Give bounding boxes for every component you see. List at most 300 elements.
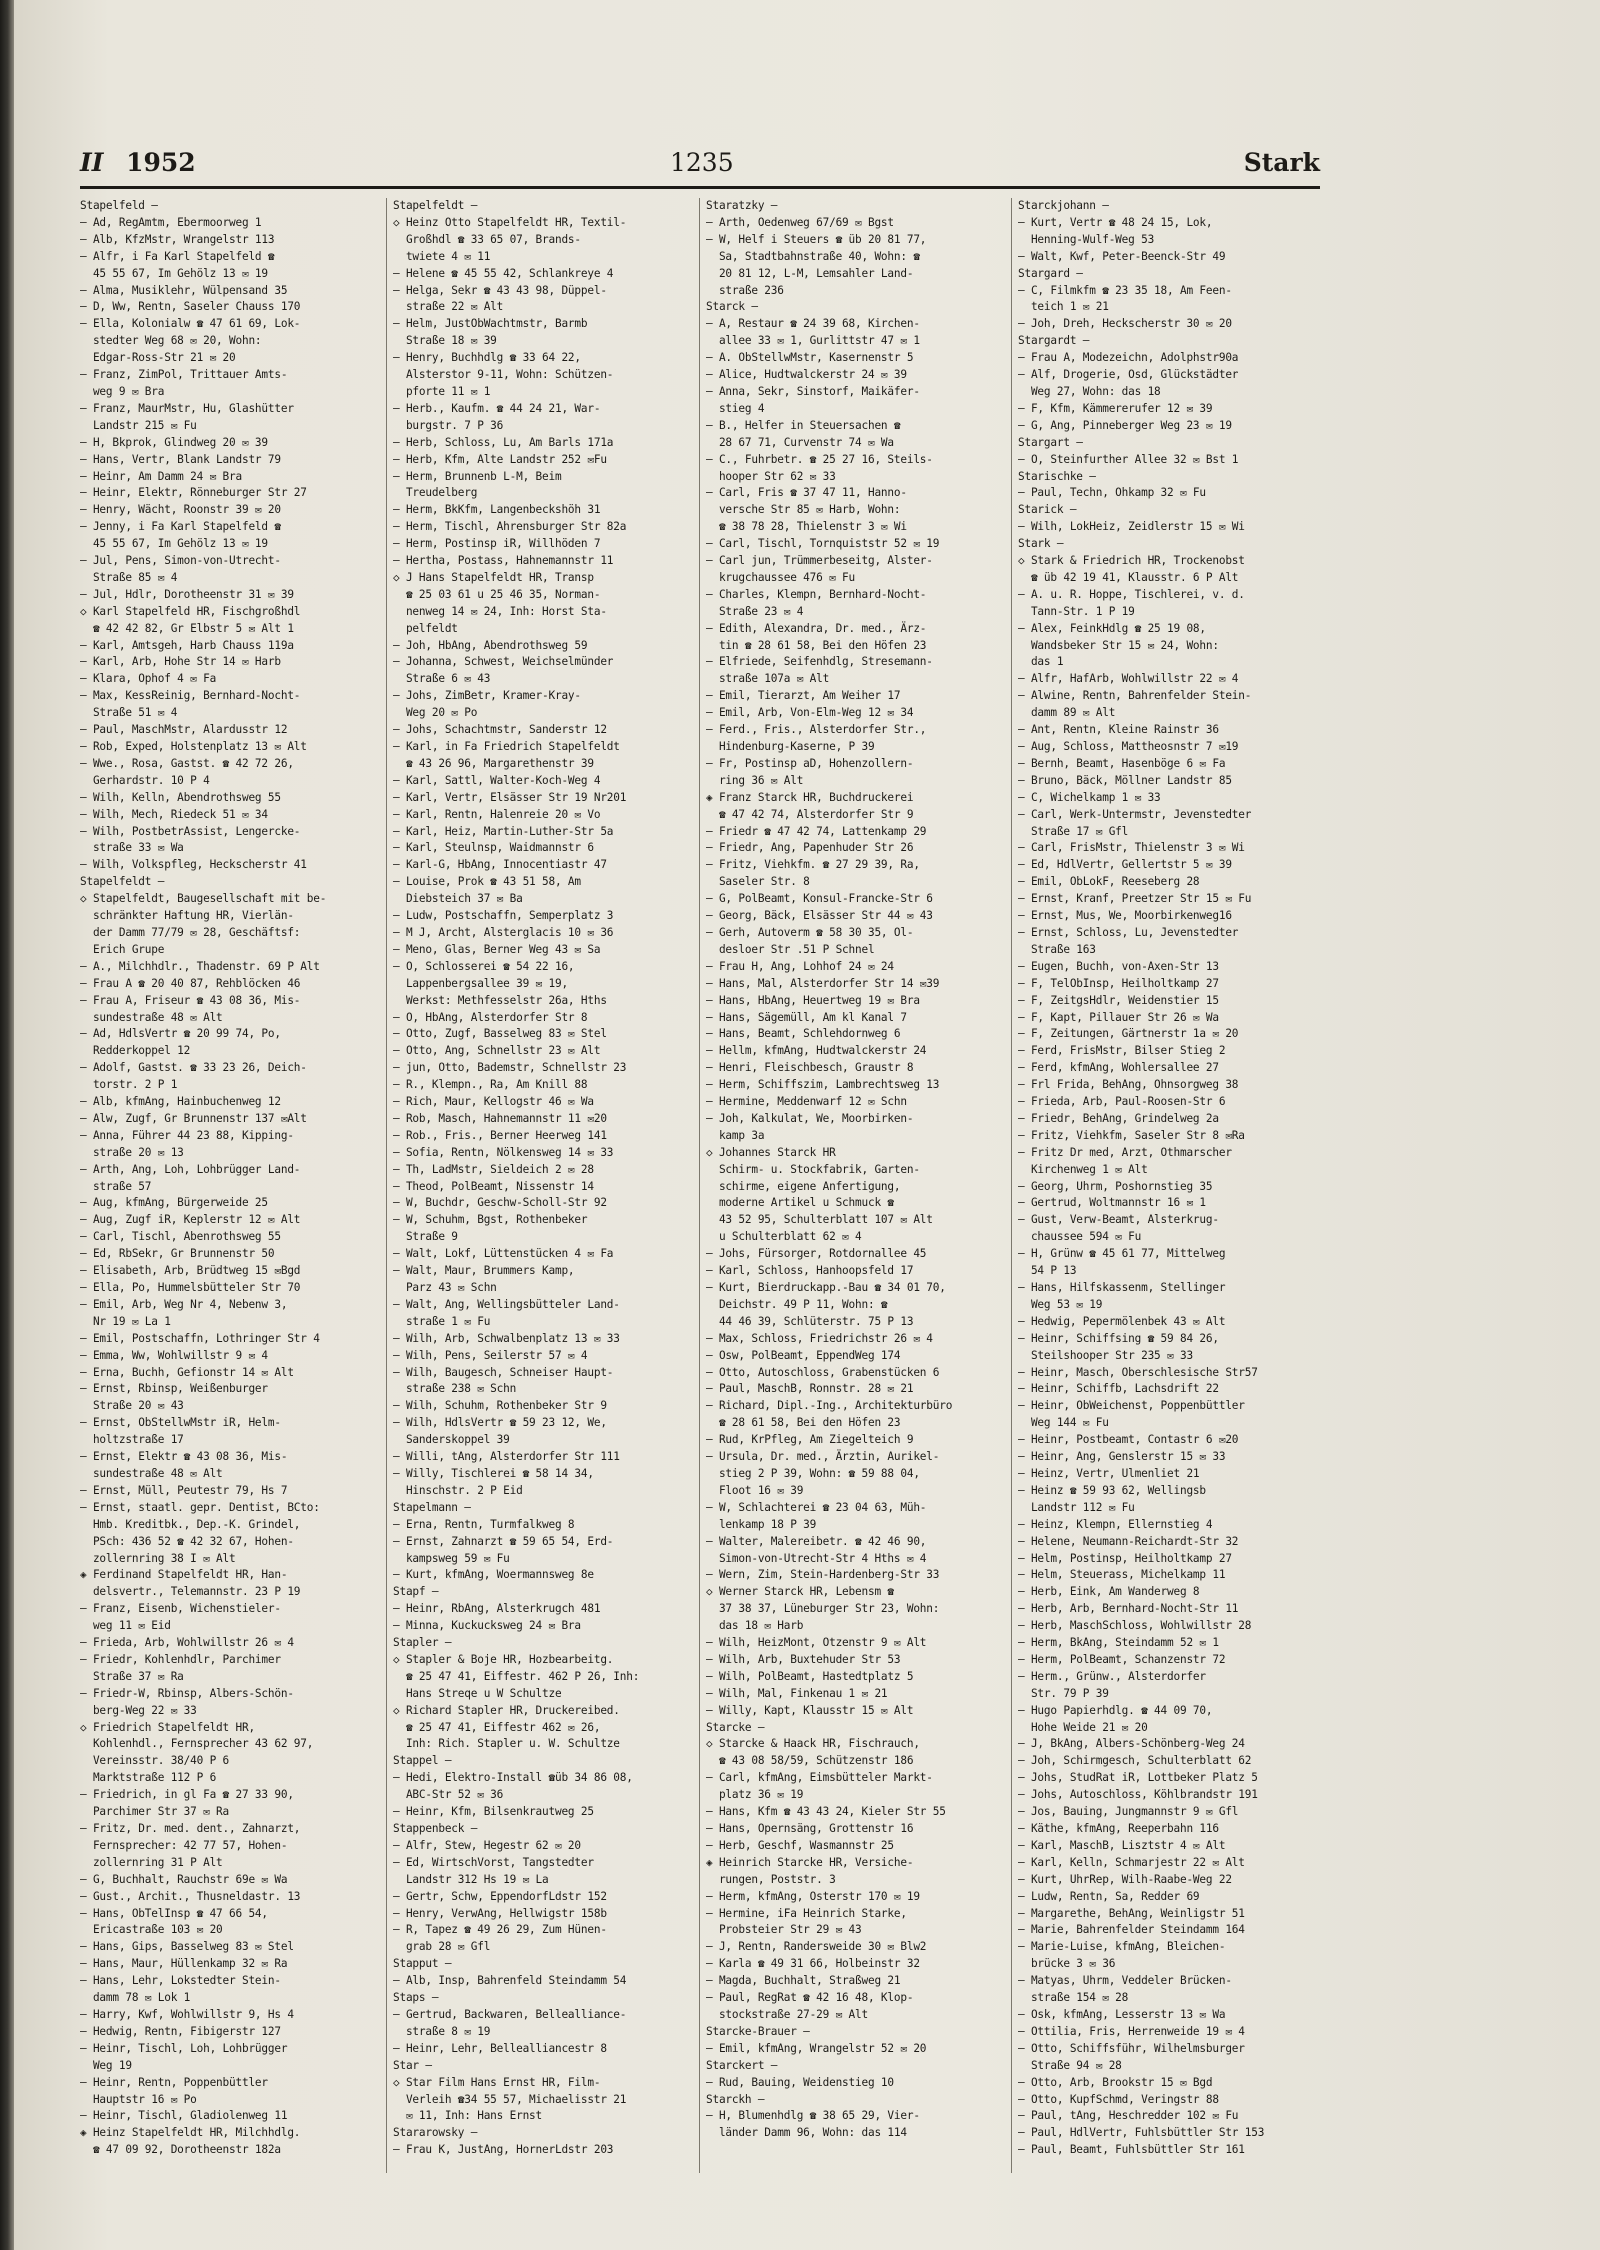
directory-entry-line: — G, PolBeamt, Konsul-Francke-Str 6 xyxy=(706,892,933,906)
directory-entry-line: Stappel — xyxy=(393,1754,452,1768)
directory-entry-line: ☎ 47 09 92, Dorotheenstr 182a xyxy=(80,2143,281,2157)
directory-entry-line: der Damm 77/79 ✉ 28, Geschäftsf: xyxy=(80,925,301,939)
directory-entry-line: twiete 4 ✉ 11 xyxy=(393,249,491,263)
directory-entry-line: Landstr 112 ✉ Fu xyxy=(1018,1500,1135,1514)
directory-entry-line: — Otto, Arb, Brookstr 15 ✉ Bgd xyxy=(1018,2075,1213,2089)
directory-entry-line: Kirchenweg 1 ✉ Alt xyxy=(1018,1162,1148,1176)
directory-entry-line: — Ferd, FrisMstr, Bilser Stieg 2 xyxy=(1018,1044,1226,1058)
directory-entry-line: ◇ Richard Stapler HR, Druckereibed. xyxy=(393,1703,620,1717)
directory-entry-line: Starckjohann — xyxy=(1018,199,1109,212)
directory-entry-line: — Hans, Mal, Alsterdorfer Str 14 ✉39 xyxy=(706,976,940,990)
directory-entry-line: — Ad, HdlsVertr ☎ 20 99 74, Po, xyxy=(80,1027,281,1041)
directory-entry-line: — Johs, StudRat iR, Lottbeker Platz 5 xyxy=(1018,1771,1258,1785)
directory-entry-line: ☎ 43 08 58/59, Schützenstr 186 xyxy=(706,1754,914,1768)
directory-entry-line: — Aug, Zugf iR, Keplerstr 12 ✉ Alt xyxy=(80,1213,301,1227)
directory-entry-line: — Th, LadMstr, Sieldeich 2 ✉ 28 xyxy=(393,1162,594,1176)
directory-entry-line: Sanderskoppel 39 xyxy=(393,1433,510,1447)
directory-entry-line: — Henry, Wächt, Roonstr 39 ✉ 20 xyxy=(80,503,281,517)
directory-entry-line: — Hans, Sägemüll, Am kl Kanal 7 xyxy=(706,1010,907,1024)
directory-entry-line: Redderkoppel 12 xyxy=(80,1044,191,1058)
directory-entry-line: straße 8 ✉ 19 xyxy=(393,2024,491,2038)
directory-entry-line: — O, Schlosserei ☎ 54 22 16, xyxy=(393,959,575,973)
directory-entry-line: ☎ 25 47 41, Eiffestr. 462 P 26, Inh: xyxy=(393,1669,640,1683)
directory-entry-line: ◇ Karl Stapelfeld HR, Fischgroßhdl xyxy=(80,604,301,618)
directory-entry-line: Verleih ☎34 55 57, Michaelisstr 21 xyxy=(393,2092,627,2106)
directory-entry-line: — Heinr, Ang, Genslerstr 15 ✉ 33 xyxy=(1018,1450,1226,1464)
directory-entry-line: — Ella, Po, Hummelsbütteler Str 70 xyxy=(80,1281,301,1294)
directory-entry-line: — Joh, Schirmgesch, Schulterblatt 62 xyxy=(1018,1754,1252,1768)
directory-entry-line: — Hans, Hilfskassenm, Stellinger xyxy=(1018,1281,1226,1294)
directory-entry-line: — Ottilia, Fris, Herrenweide 19 ✉ 4 xyxy=(1018,2024,1245,2038)
directory-entry-line: — Louise, Prok ☎ 43 51 58, Am xyxy=(393,875,581,889)
directory-entry-line: ◇ Starcke & Haack HR, Fischrauch, xyxy=(706,1737,920,1751)
directory-entry-line: straße 107a ✉ Alt xyxy=(706,672,830,686)
directory-entry-line: — Wilh, Volkspfleg, Heckscherstr 41 xyxy=(80,858,307,872)
directory-entry-line: straße 154 ✉ 28 xyxy=(1018,1991,1129,2005)
directory-entry-line: — Wilh, Mech, Riedeck 51 ✉ 34 xyxy=(80,807,268,821)
directory-entry-line: — O, Steinfurther Allee 32 ✉ Bst 1 xyxy=(1018,452,1239,466)
directory-entry-line: ☎ 25 03 61 u 25 46 35, Norman- xyxy=(393,587,601,601)
directory-entry-line: desloer Str .51 P Schnel xyxy=(706,942,875,956)
directory-entry-line: — Ferd., Fris., Alsterdorfer Str., xyxy=(706,723,927,737)
directory-entry-line: — Karl, Steulnsp, Waidmannstr 6 xyxy=(393,841,594,855)
directory-entry-line: Sa, Stadtbahnstraße 40, Wohn: ☎ xyxy=(706,249,920,263)
directory-entry-line: Hinschstr. 2 P Eid xyxy=(393,1483,523,1497)
directory-entry-line: ◇ Johannes Starck HR xyxy=(706,1145,836,1159)
directory-entry-line: straße 238 ✉ Schn xyxy=(393,1382,517,1396)
directory-entry-line: — Helene, Neumann-Reichardt-Str 32 xyxy=(1018,1534,1239,1548)
directory-entry-line: ◈ Heinrich Starcke HR, Versiche- xyxy=(706,1855,914,1869)
directory-entry-line: — Ant, Rentn, Kleine Rainstr 36 xyxy=(1018,723,1219,737)
directory-entry-line: ◇ Star Film Hans Ernst HR, Film- xyxy=(393,2075,601,2089)
directory-entry-line: Großhdl ☎ 33 65 07, Brands- xyxy=(393,232,581,246)
directory-entry-line: — F, ZeitgsHdlr, Weidenstier 15 xyxy=(1018,993,1219,1007)
directory-entry-line: — Frau A, Friseur ☎ 43 08 36, Mis- xyxy=(80,993,301,1007)
directory-entry-line: Diebsteich 37 ✉ Ba xyxy=(393,892,523,906)
directory-entry-line: 44 46 39, Schlüterstr. 75 P 13 xyxy=(706,1314,914,1328)
directory-entry-line: chaussee 594 ✉ Fu xyxy=(1018,1230,1142,1244)
directory-entry-line: — Ursula, Dr. med., Ärztin, Aurikel- xyxy=(706,1450,940,1464)
directory-entry-line: zollernring 38 I ✉ Alt xyxy=(80,1551,236,1565)
directory-entry-line: Probsteier Str 29 ✉ 43 xyxy=(706,1923,862,1937)
directory-entry-line: Stapelmann — xyxy=(393,1500,471,1514)
directory-entry-line: — M J, Archt, Alsterglacis 10 ✉ 36 xyxy=(393,925,614,939)
directory-entry-line: — Hellm, kfmAng, Hudtwalckerstr 24 xyxy=(706,1044,927,1058)
directory-entry-line: — Herm., Grünw., Alsterdorfer xyxy=(1018,1669,1206,1683)
directory-entry-line: Weg 53 ✉ 19 xyxy=(1018,1297,1103,1311)
directory-entry-line: Landstr 312 Hs 19 ✉ La xyxy=(393,1872,549,1886)
directory-entry-line: ABC-Str 52 ✉ 36 xyxy=(393,1788,504,1802)
directory-entry-line: — Friedr, Kohlenhdlr, Parchimer xyxy=(80,1652,281,1666)
directory-entry-line: ◇ Stapelfeldt, Baugesellschaft mit be- xyxy=(80,892,327,906)
directory-entry-line: — Alf, Drogerie, Osd, Glückstädter xyxy=(1018,368,1239,382)
column-2 xyxy=(393,198,683,2178)
directory-entry-line: — Herb, Eink, Am Wanderweg 8 xyxy=(1018,1585,1200,1599)
directory-entry-line: — Fritz, Dr. med. dent., Zahnarzt, xyxy=(80,1822,301,1835)
directory-entry-line: — Frau A ☎ 20 40 87, Rehblöcken 46 xyxy=(80,976,301,990)
directory-entry-line: — Walt, Lokf, Lüttenstücken 4 ✉ Fa xyxy=(393,1247,614,1261)
directory-entry-line: Werkst: Methfesselstr 26a, Hths xyxy=(393,993,607,1007)
directory-entry-line: — Frieda, Arb, Paul-Roosen-Str 6 xyxy=(1018,1095,1226,1109)
directory-entry-line: — Johs, ZimBetr, Kramer-Kray- xyxy=(393,689,581,703)
directory-entry-line: — Wilh, Schuhm, Rothenbeker Str 9 xyxy=(393,1399,607,1413)
directory-entry-line: — Herb, Schloss, Lu, Am Barls 171a xyxy=(393,435,614,449)
directory-entry-line: — Frl Frida, BehAng, Ohnsorgweg 38 xyxy=(1018,1078,1239,1092)
directory-entry-line: damm 78 ✉ Lok 1 xyxy=(80,1991,191,2005)
directory-entry-line: Landstr 215 ✉ Fu xyxy=(80,418,197,432)
directory-entry-line: — Osk, kfmAng, Lesserstr 13 ✉ Wa xyxy=(1018,2007,1226,2021)
directory-entry-line: — Wilh, Pens, Seilerstr 57 ✉ 4 xyxy=(393,1348,588,1362)
directory-entry-line: — Ernst, Kranf, Preetzer Str 15 ✉ Fu xyxy=(1018,892,1252,906)
directory-entry-line: — Henry, Buchhdlg ☎ 33 64 22, xyxy=(393,351,581,365)
directory-entry-line: — Carl, Fris ☎ 37 47 11, Hanno- xyxy=(706,486,907,500)
directory-entry-line: — Ad, RegAmtm, Ebermoorweg 1 xyxy=(80,215,262,229)
directory-entry-line: weg 9 ✉ Bra xyxy=(80,384,165,398)
directory-entry-line: — Wilh, LokHeiz, Zeidlerstr 15 ✉ Wi xyxy=(1018,520,1245,534)
directory-entry-line: ☎ 25 47 41, Eiffestr 462 ✉ 26, xyxy=(393,1720,601,1734)
directory-entry-line: — Margarethe, BehAng, Weinligstr 51 xyxy=(1018,1906,1245,1920)
directory-entry-line: 28 67 71, Curvenstr 74 ✉ Wa xyxy=(706,435,894,449)
column-4 xyxy=(1018,198,1320,2178)
directory-entry-line: — Wilh, Mal, Finkenau 1 ✉ 21 xyxy=(706,1686,888,1700)
directory-entry-line: Straße 20 ✉ 43 xyxy=(80,1399,184,1413)
directory-entry-line: — A., Milchhdlr., Thadenstr. 69 P Alt xyxy=(80,959,320,973)
directory-entry-line: — Hans, Kfm ☎ 43 43 24, Kieler Str 55 xyxy=(706,1805,946,1819)
directory-entry-line: Starcke-Brauer — xyxy=(706,2024,810,2038)
directory-entry-line: — F, Zeitungen, Gärtnerstr 1a ✉ 20 xyxy=(1018,1027,1239,1041)
directory-entry-line: Straße 9 xyxy=(393,1230,458,1244)
year: 1952 xyxy=(126,148,196,177)
directory-entry-line: — Ernst, ObStellwMstr iR, Helm- xyxy=(80,1416,281,1430)
directory-entry-line: — Alb, kfmAng, Hainbuchenweg 12 xyxy=(80,1095,281,1109)
directory-entry-line: — Karl, MaschB, Lisztstr 4 ✉ Alt xyxy=(1018,1838,1226,1852)
directory-entry-line: — Paul, tAng, Heschredder 102 ✉ Fu xyxy=(1018,2109,1239,2123)
directory-entry-line: ◈ Heinz Stapelfeldt HR, Milchhdlg. xyxy=(80,2126,301,2140)
directory-entry-line: — Wilh, HdlsVertr ☎ 59 23 12, We, xyxy=(393,1416,607,1430)
directory-entry-line: Henning-Wulf-Weg 53 xyxy=(1018,232,1155,246)
directory-entry-line: — Ernst, Schloss, Lu, Jevenstedter xyxy=(1018,925,1239,939)
directory-entry-line: Straße 85 ✉ 4 xyxy=(80,570,178,584)
directory-entry-line: — Franz, ZimPol, Trittauer Amts- xyxy=(80,368,288,382)
directory-entry-line: — Matyas, Uhrm, Veddeler Brücken- xyxy=(1018,1974,1232,1988)
directory-entry-line: Straße 18 ✉ 39 xyxy=(393,334,497,348)
directory-entry-line: Steilshooper Str 235 ✉ 33 xyxy=(1018,1348,1193,1362)
directory-entry-line: — O, HbAng, Alsterdorfer Str 8 xyxy=(393,1010,588,1024)
column-1 xyxy=(80,198,370,2178)
directory-entry-line: straße 33 ✉ Wa xyxy=(80,841,184,855)
directory-entry-line: — Wern, Zim, Stein-Hardenberg-Str 33 xyxy=(706,1568,940,1582)
directory-entry-line: Starckert — xyxy=(706,2058,778,2072)
directory-entry-line: — Alice, Hudtwalckerstr 24 ✉ 39 xyxy=(706,368,907,382)
directory-entry-line: — Karl, Kelln, Schmarjestr 22 ✉ Alt xyxy=(1018,1855,1245,1869)
directory-entry-line: — Herm, Tischl, Ahrensburger Str 82a xyxy=(393,520,627,534)
directory-entry-line: Weg 27, Wohn: das 18 xyxy=(1018,384,1161,398)
directory-entry-line: ◈ Ferdinand Stapelfeldt HR, Han- xyxy=(80,1568,288,1582)
directory-entry-line: versche Str 85 ✉ Harb, Wohn: xyxy=(706,503,901,517)
directory-entry-line: — Wwe., Rosa, Gastst. ☎ 42 72 26, xyxy=(80,756,294,770)
directory-entry-line: stieg 2 P 39, Wohn: ☎ 59 88 04, xyxy=(706,1466,920,1480)
directory-entry-line: — Emma, Ww, Wohlwillstr 9 ✉ 4 xyxy=(80,1348,268,1362)
directory-entry-line: — Jul, Pens, Simon-von-Utrecht- xyxy=(80,554,281,568)
directory-entry-line: brücke 3 ✉ 36 xyxy=(1018,1957,1116,1971)
directory-entry-line: — Franz, MaurMstr, Hu, Glashütter xyxy=(80,401,294,415)
directory-entry-line: — Hans, Opernsäng, Grottenstr 16 xyxy=(706,1822,914,1835)
directory-entry-line: 43 52 95, Schulterblatt 107 ✉ Alt xyxy=(706,1213,933,1227)
directory-entry-line: — Frau H, Ang, Lohhof 24 ✉ 24 xyxy=(706,959,894,973)
directory-entry-line: — Rich, Maur, Kellogstr 46 ✉ Wa xyxy=(393,1095,594,1109)
directory-entry-line: — Walt, Maur, Brummers Kamp, xyxy=(393,1264,575,1278)
directory-entry-line: — W, Schuhm, Bgst, Rothenbeker xyxy=(393,1213,588,1227)
directory-entry-line: Stark — xyxy=(1018,537,1064,551)
directory-entry-line: — R, Tapez ☎ 49 26 29, Zum Hünen- xyxy=(393,1923,607,1937)
directory-entry-line: — Heinr, Elektr, Rönneburger Str 27 xyxy=(80,486,307,500)
directory-entry-line: — Hans, Gips, Basselweg 83 ✉ Stel xyxy=(80,1940,294,1954)
directory-entry-line: Stappenbeck — xyxy=(393,1822,478,1835)
directory-entry-line: Stapelfeldt — xyxy=(393,199,478,212)
directory-entry-line: — Walter, Malereibetr. ☎ 42 46 90, xyxy=(706,1534,927,1548)
directory-entry-line: — Johs, Autoschloss, Köhlbrandstr 191 xyxy=(1018,1788,1258,1802)
directory-entry-line: zollernring 31 P Alt xyxy=(80,1855,223,1869)
directory-entry-line: — Hans, Beamt, Schlehdornweg 6 xyxy=(706,1027,901,1041)
directory-entry-line: — H, Bkprok, Glindweg 20 ✉ 39 xyxy=(80,435,268,449)
directory-entry-line: ☎ 28 61 58, Bei den Höfen 23 xyxy=(706,1416,901,1430)
directory-entry-line: Parchimer Str 37 ✉ Ra xyxy=(80,1805,230,1819)
directory-entry-line: — B., Helfer in Steuersachen ☎ xyxy=(706,418,901,432)
directory-entry-line: — Heinr, Kfm, Bilsenkrautweg 25 xyxy=(393,1805,594,1819)
directory-entry-line: ☎ 43 26 96, Margarethenstr 39 xyxy=(393,756,594,770)
directory-entry-line: — C, Filmkfm ☎ 23 35 18, Am Feen- xyxy=(1018,283,1232,297)
directory-entry-line: 45 55 67, Im Gehölz 13 ✉ 19 xyxy=(80,537,268,551)
directory-entry-line: — Paul, HdlVertr, Fuhlsbüttler Str 153 xyxy=(1018,2126,1265,2140)
directory-entry-line: — Rob, Masch, Hahnemannstr 11 ✉20 xyxy=(393,1111,607,1125)
directory-entry-line: Starcke — xyxy=(706,1720,765,1734)
directory-entry-line: — Hermine, Meddenwarf 12 ✉ Schn xyxy=(706,1095,907,1109)
directory-entry-line: — Alex, FeinkHdlg ☎ 25 19 08, xyxy=(1018,621,1206,635)
directory-entry-line: Stararowsky — xyxy=(393,2126,478,2140)
directory-entry-line: Wandsbeker Str 15 ✉ 24, Wohn: xyxy=(1018,638,1219,652)
directory-entry-line: — Alma, Musiklehr, Wülpensand 35 xyxy=(80,283,288,297)
directory-entry-line: ☎ üb 42 19 41, Klausstr. 6 P Alt xyxy=(1018,570,1239,584)
directory-entry-line: — Karl, Sattl, Walter-Koch-Weg 4 xyxy=(393,773,601,787)
directory-entry-line: — Wilh, Kelln, Abendrothsweg 55 xyxy=(80,790,281,804)
directory-entry-line: Hohe Weide 21 ✉ 20 xyxy=(1018,1720,1148,1734)
directory-entry-line: — R., Klempn., Ra, Am Knill 88 xyxy=(393,1078,588,1092)
directory-entry-line: Kohlenhdl., Fernsprecher 43 62 97, xyxy=(80,1737,314,1751)
directory-entry-line: — Carl, kfmAng, Eimsbütteler Markt- xyxy=(706,1771,933,1785)
directory-entry-line: — Meno, Glas, Berner Weg 43 ✉ Sa xyxy=(393,942,601,956)
directory-entry-line: Staps — xyxy=(393,1991,439,2005)
directory-entry-line: — J, BkAng, Albers-Schönberg-Weg 24 xyxy=(1018,1737,1245,1751)
directory-entry-line: Str. 79 P 39 xyxy=(1018,1686,1109,1700)
header-rule xyxy=(80,186,1320,189)
directory-entry-line: — Otto, Schiffsführ, Wilhelmsburger xyxy=(1018,2041,1245,2055)
directory-entry-line: berg-Weg 22 ✉ 33 xyxy=(80,1703,197,1717)
directory-entry-line: Edgar-Ross-Str 21 ✉ 20 xyxy=(80,351,236,365)
directory-entry-line: pforte 11 ✉ 1 xyxy=(393,384,491,398)
directory-entry-line: — Herm, Schiffszim, Lambrechtsweg 13 xyxy=(706,1078,940,1092)
directory-entry-line: — Friedr-W, Rbinsp, Albers-Schön- xyxy=(80,1686,294,1700)
directory-entry-line: länder Damm 96, Wohn: das 114 xyxy=(706,2126,907,2140)
directory-entry-line: — J, Rentn, Randersweide 30 ✉ Blw2 xyxy=(706,1940,927,1954)
directory-entry-line: tin ☎ 28 61 58, Bei den Höfen 23 xyxy=(706,638,927,652)
directory-entry-line: Inh: Rich. Stapler u. W. Schultze xyxy=(393,1737,620,1751)
directory-entry-line: — Heinr, Am Damm 24 ✉ Bra xyxy=(80,469,242,483)
directory-entry-line: lenkamp 18 P 39 xyxy=(706,1517,817,1531)
directory-entry-line: — Hans, Vertr, Blank Landstr 79 xyxy=(80,452,281,466)
directory-entry-line: — Marie-Luise, kfmAng, Bleichen- xyxy=(1018,1940,1226,1954)
directory-entry-line: — Gerh, Autoverm ☎ 58 30 35, Ol- xyxy=(706,925,914,939)
directory-entry-line: Stargardt — xyxy=(1018,334,1090,348)
directory-entry-line: — Paul, Techn, Ohkamp 32 ✉ Fu xyxy=(1018,486,1206,500)
directory-entry-line: — Ella, Kolonialw ☎ 47 61 69, Lok- xyxy=(80,317,301,331)
directory-entry-line: — Paul, RegRat ☎ 42 16 48, Klop- xyxy=(706,1991,914,2005)
directory-entry-line: — Helm, JustObWachtmstr, Barmb xyxy=(393,317,588,331)
directory-entry-line: ◇ Stapler & Boje HR, Hozbearbeitg. xyxy=(393,1652,614,1666)
directory-entry-line: — Helm, Postinsp, Heilholtkamp 27 xyxy=(1018,1551,1232,1565)
directory-entry-line: — Herm, BkKfm, Langenbeckshöh 31 xyxy=(393,503,601,517)
directory-entry-line: — Harry, Kwf, Wohlwillstr 9, Hs 4 xyxy=(80,2007,294,2021)
directory-entry-line: — Herb, Kfm, Alte Landstr 252 ✉Fu xyxy=(393,452,607,466)
directory-entry-line: — Otto, KupfSchmd, Veringstr 88 xyxy=(1018,2092,1219,2106)
directory-entry-line: 45 55 67, Im Gehölz 13 ✉ 19 xyxy=(80,266,268,280)
directory-entry-line: — Ernst, Elektr ☎ 43 08 36, Mis- xyxy=(80,1450,288,1464)
directory-entry-line: — W, Buchdr, Geschw-Scholl-Str 92 xyxy=(393,1196,607,1210)
directory-entry-line: — Karl, Schloss, Hanhoopsfeld 17 xyxy=(706,1264,914,1278)
directory-entry-line: — Friedr ☎ 47 42 74, Lattenkamp 29 xyxy=(706,824,927,838)
directory-entry-line: Vereinsstr. 38/40 P 6 xyxy=(80,1754,230,1768)
directory-entry-line: — Alw, Zugf, Gr Brunnenstr 137 ✉Alt xyxy=(80,1111,307,1125)
directory-entry-line: — Friedr, BehAng, Grindelweg 2a xyxy=(1018,1111,1219,1125)
directory-entry-line: — Wilh, Arb, Buxtehuder Str 53 xyxy=(706,1652,901,1666)
directory-entry-line: — Friedrich, in gl Fa ☎ 27 33 90, xyxy=(80,1788,294,1802)
directory-entry-line: — Heinr, RbAng, Alsterkrugch 481 xyxy=(393,1602,601,1616)
directory-entry-line: — Heinr, Tischl, Loh, Lohbrügger xyxy=(80,2041,288,2055)
directory-entry-line: — Heinr, Lehr, Bellealliancestr 8 xyxy=(393,2041,607,2055)
directory-entry-line: Starck — xyxy=(706,300,758,314)
directory-entry-line: Weg 20 ✉ Po xyxy=(393,706,478,720)
directory-entry-line: — Johs, Schachtmstr, Sanderstr 12 xyxy=(393,723,607,737)
directory-entry-line: — Emil, kfmAng, Wrangelstr 52 ✉ 20 xyxy=(706,2041,927,2055)
directory-entry-line: — Karl, Heiz, Martin-Luther-Str 5a xyxy=(393,824,614,838)
directory-entry-line: krugchaussee 476 ✉ Fu xyxy=(706,570,856,584)
directory-entry-line: — Heinr, Postbeamt, Contastr 6 ✉20 xyxy=(1018,1433,1239,1447)
directory-entry-line: — Helene ☎ 45 55 42, Schlankreye 4 xyxy=(393,266,614,280)
directory-entry-line: — Ludw, Rentn, Sa, Redder 69 xyxy=(1018,1889,1200,1903)
directory-entry-line: Starischke — xyxy=(1018,469,1096,483)
directory-entry-line: — D, Ww, Rentn, Saseler Chauss 170 xyxy=(80,300,301,314)
directory-entry-line: — Hans, Lehr, Lokstedter Stein- xyxy=(80,1974,281,1988)
directory-entry-line: allee 33 ✉ 1, Gurlittstr 47 ✉ 1 xyxy=(706,334,920,348)
directory-entry-line: — Henri, Fleischbesch, Graustr 8 xyxy=(706,1061,914,1075)
directory-entry-line: — Karl, Amtsgeh, Harb Chauss 119a xyxy=(80,638,294,652)
directory-entry-line: Ericastraße 103 ✉ 20 xyxy=(80,1923,223,1937)
directory-entry-line: ◇ J Hans Stapelfeldt HR, Transp xyxy=(393,570,594,584)
directory-entry-line: — Joh, HbAng, Abendrothsweg 59 xyxy=(393,638,588,652)
directory-entry-line: — Franz, Eisenb, Wichenstieler- xyxy=(80,1602,281,1616)
directory-entry-line: teich 1 ✉ 21 xyxy=(1018,300,1109,314)
directory-entry-line: — Joh, Dreh, Heckscherstr 30 ✉ 20 xyxy=(1018,317,1232,331)
directory-entry-line: — Otto, Autoschloss, Grabenstücken 6 xyxy=(706,1365,940,1379)
directory-entry-line: stockstraße 27-29 ✉ Alt xyxy=(706,2007,868,2021)
directory-entry-line: — Ernst, Zahnarzt ☎ 59 65 54, Erd- xyxy=(393,1534,614,1548)
directory-entry-line: — Minna, Kuckucksweg 24 ✉ Bra xyxy=(393,1619,581,1633)
directory-entry-line: — Charles, Klempn, Bernhard-Nocht- xyxy=(706,587,927,601)
directory-entry-line: — W, Schlachterei ☎ 23 04 63, Müh- xyxy=(706,1500,927,1514)
directory-entry-line: — Joh, Kalkulat, We, Moorbirken- xyxy=(706,1111,914,1125)
directory-entry-line: — Rob., Fris., Berner Heerweg 141 xyxy=(393,1128,607,1142)
directory-entry-line: — Ed, HdlVertr, Gellertstr 5 ✉ 39 xyxy=(1018,858,1232,872)
directory-entry-line: — Alfr, Stew, Hegestr 62 ✉ 20 xyxy=(393,1838,581,1852)
directory-entry-line: — Paul, MaschB, Ronnstr. 28 ✉ 21 xyxy=(706,1382,914,1396)
directory-entry-line: holtzstraße 17 xyxy=(80,1433,184,1447)
directory-entry-line: — Wilh, HeizMont, Otzenstr 9 ✉ Alt xyxy=(706,1636,927,1650)
directory-entry-line: — Emil, Postschaffn, Lothringer Str 4 xyxy=(80,1331,320,1345)
directory-entry-line: — Otto, Ang, Schnellstr 23 ✉ Alt xyxy=(393,1044,601,1058)
directory-entry-line: — Hugo Papierhdlg. ☎ 44 09 70, xyxy=(1018,1703,1213,1717)
directory-entry-line: — Alfr, i Fa Karl Stapelfeld ☎ xyxy=(80,249,275,263)
directory-entry-line: Marktstraße 112 P 6 xyxy=(80,1771,217,1785)
directory-entry-line: — Johanna, Schwest, Weichselmünder xyxy=(393,655,614,669)
directory-entry-line: — Arth, Ang, Loh, Lohbrügger Land- xyxy=(80,1162,301,1176)
directory-entry-line: — Herm, PolBeamt, Schanzenstr 72 xyxy=(1018,1652,1226,1666)
directory-entry-line: — Fritz, Viehkfm, Saseler Str 8 ✉Ra xyxy=(1018,1128,1245,1142)
directory-entry-line: Straße 17 ✉ Gfl xyxy=(1018,824,1129,838)
directory-entry-line: kamp 3a xyxy=(706,1128,765,1142)
directory-entry-line: Hauptstr 16 ✉ Po xyxy=(80,2092,197,2106)
directory-entry-line: — Ernst, Müll, Peutestr 79, Hs 7 xyxy=(80,1483,288,1497)
directory-entry-line: Parz 43 ✉ Schn xyxy=(393,1281,497,1294)
directory-entry-line: — Hertha, Postass, Hahnemannstr 11 xyxy=(393,554,614,568)
directory-entry-line: Starick — xyxy=(1018,503,1077,517)
directory-entry-line: straße 22 ✉ Alt xyxy=(393,300,504,314)
directory-entry-line: straße 236 xyxy=(706,283,784,297)
directory-entry-line: das 18 ✉ Harb xyxy=(706,1619,804,1633)
directory-entry-line: — Herb., Kaufm. ☎ 44 24 21, War- xyxy=(393,401,601,415)
directory-entry-line: — Willy, Kapt, Klausstr 15 ✉ Alt xyxy=(706,1703,914,1717)
directory-entry-line: — Heinz, Klempn, Ellernstieg 4 xyxy=(1018,1517,1213,1531)
directory-entry-line: — Rud, KrPfleg, Am Ziegelteich 9 xyxy=(706,1433,914,1447)
directory-entry-line: — Elisabeth, Arb, Brüdtweg 15 ✉Bgd xyxy=(80,1264,301,1278)
directory-entry-line: — Heinz ☎ 59 93 62, Wellingsb xyxy=(1018,1483,1206,1497)
directory-entry-line: Straße 37 ✉ Ra xyxy=(80,1669,184,1683)
directory-entry-line: — Max, KessReinig, Bernhard-Nocht- xyxy=(80,689,301,703)
directory-entry-line: — Karl, in Fa Friedrich Stapelfeldt xyxy=(393,740,620,753)
directory-entry-line: — Frieda, Arb, Wohlwillstr 26 ✉ 4 xyxy=(80,1636,294,1650)
directory-entry-line: — Ed, WirtschVorst, Tangstedter xyxy=(393,1855,594,1869)
directory-entry-line: — Carl jun, Trümmerbeseitg, Alster- xyxy=(706,554,933,568)
directory-entry-line: — A, Restaur ☎ 24 39 68, Kirchen- xyxy=(706,317,920,331)
directory-entry-line: — Hans, HbAng, Heuertweg 19 ✉ Bra xyxy=(706,993,920,1007)
volume-number: II xyxy=(80,148,104,177)
directory-entry-line: — Hedi, Elektro-Install ☎üb 34 86 08, xyxy=(393,1771,633,1785)
directory-entry-line: — W, Helf i Steuers ☎ üb 20 81 77, xyxy=(706,232,927,246)
directory-entry-line: — A. u. R. Hoppe, Tischlerei, v. d. xyxy=(1018,587,1245,601)
directory-entry-line: — Walt, Kwf, Peter-Beenck-Str 49 xyxy=(1018,249,1226,263)
directory-entry-line: — Karla ☎ 49 31 66, Holbeinstr 32 xyxy=(706,1957,920,1971)
directory-entry-line: Straße 163 xyxy=(1018,942,1096,956)
running-keyword: Stark xyxy=(1243,148,1320,177)
directory-entry-line: — Hermine, iFa Heinrich Starke, xyxy=(706,1906,907,1920)
directory-entry-line: — Georg, Uhrm, Poshornstieg 35 xyxy=(1018,1179,1213,1193)
directory-entry-line: — Heinr, Schiffsing ☎ 59 84 26, xyxy=(1018,1331,1219,1345)
directory-entry-line: — Bernh, Beamt, Hasenböge 6 ✉ Fa xyxy=(1018,756,1226,770)
page-number: 1235 xyxy=(670,148,734,177)
directory-entry-line: — Paul, MaschMstr, Alardusstr 12 xyxy=(80,723,288,737)
directory-entry-line: torstr. 2 P 1 xyxy=(80,1078,178,1092)
directory-entry-line: weg 11 ✉ Eid xyxy=(80,1619,171,1633)
directory-entry-line: schränkter Haftung HR, Vierlän- xyxy=(80,909,294,923)
directory-entry-line: — G, Buchhalt, Rauchstr 69e ✉ Wa xyxy=(80,1872,288,1886)
